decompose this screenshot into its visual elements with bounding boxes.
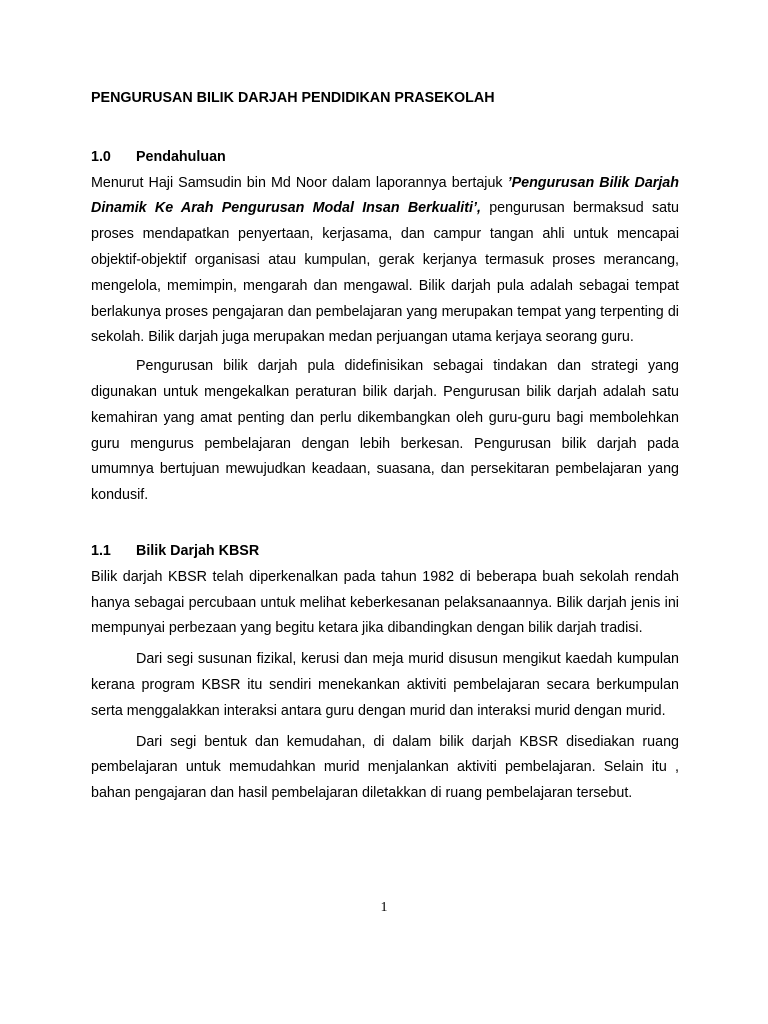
paragraph-text: pengurusan bermaksud satu proses mendapatkan penyertaan, kerjasama, dan campur tangan ahli untuk mencapai objektif-objektif organisasi atau kumpulan, gerak kerjanya termasuk proses merancang, mengelola, memimpin, mengarah dan mengawal. Bilik darjah pula adalah sebagai tempat berlakunya proses pengajaran dan pembelajaran yang merupakan tempat yang terpenting di sekolah. Bilik darjah juga merupakan medan perjuangan utama kerjaya seorang guru. (91, 200, 680, 346)
section-heading-bilik-darjah-kbsr (91, 539, 679, 565)
section-heading-pendahuluan (91, 145, 679, 171)
paragraph-text: Menurut Haji Samsudin bin Md Noor dalam laporannya bertajuk (91, 174, 508, 191)
document-body (91, 86, 679, 807)
page-number: 1 (380, 900, 388, 915)
paragraph-kbsr-1: Bilik darjah KBSR telah diperkenalkan pada tahun 1982 di beberapa buah sekolah rendah hanya sebagai percubaan untuk melihat keberkesanan pelaksanaannya. Bilik darjah jenis ini mempunyai perbezaan yang begitu ketara jika dibandingkan dengan bilik darjah tradisi. (91, 568, 679, 637)
paragraph-pendahuluan-2: Pengurusan bilik darjah pula didefinisikan sebagai tindakan dan strategi yang digunakan untuk mengekalkan peraturan bilik darjah. Pengurusan bilik darjah adalah satu kemahiran yang amat penting dan perlu dikembangkan oleh guru-guru bagi membolehkan guru mengurus pembelajaran dengan lebih berkesan. Pengurusan bilik darjah pada umumnya bertujuan mewujudkan keadaan, suasana, dan persekitaran pembelajaran yang kondusif. (91, 358, 679, 504)
section-title: Bilik Darjah KBSR (136, 542, 260, 559)
section-number: 1.1 (91, 542, 111, 559)
paragraph-pendahuluan-1 (91, 171, 679, 352)
paragraph-kbsr-2: Dari segi susunan fizikal, kerusi dan meja murid disusun mengikut kaedah kumpulan kerana program KBSR itu sendiri menekankan aktiviti pembelajaran secara berkumpulan serta menggalakkan interaksi antara guru dengan murid dan interaksi murid dengan murid. (91, 651, 679, 719)
section-title: Pendahuluan (136, 148, 226, 165)
document-title: PENGURUSAN BILIK DARJAH PENDIDIKAN PRASEKOLAH (91, 90, 495, 106)
paragraph-kbsr-3: Dari segi bentuk dan kemudahan, di dalam bilik darjah KBSR disediakan ruang pembelajaran untuk memudahkan murid menjalankan aktiviti pembelajaran. Selain itu , bahan pengajaran dan hasil pembelajaran diletakkan di ruang pembelajaran tersebut. (91, 733, 679, 802)
report-title-emphasis: ’Pengurusan Bilik Darjah Dinamik Ke Arah Pengurusan Modal Insan Berkualiti’, (91, 174, 679, 217)
section-number: 1.0 (91, 148, 111, 165)
